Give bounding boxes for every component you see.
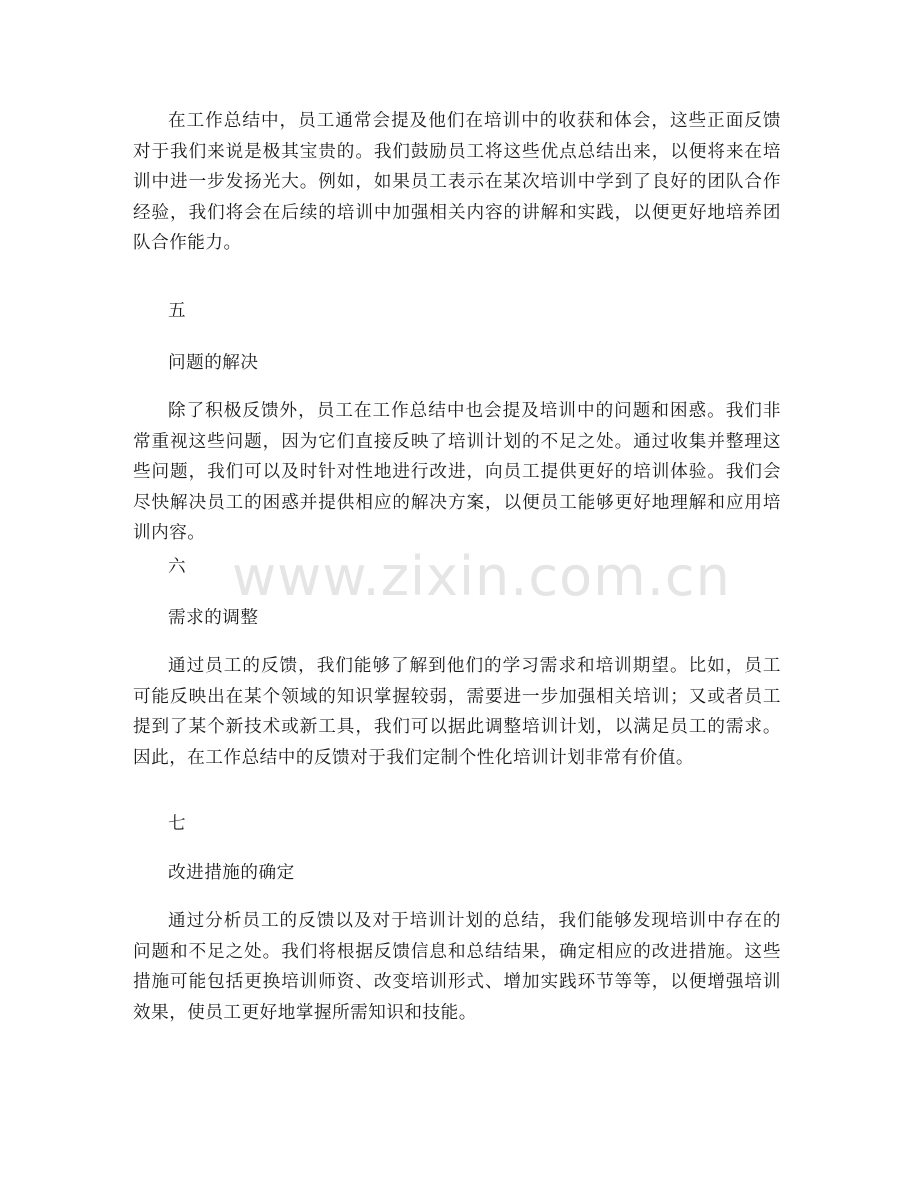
paragraph-problem-solving: 除了积极反馈外，员工在工作总结中也会提及培训中的问题和困惑。我们非常重视这些问题，因为它们直接反映了培训计划的不足之处。通过收集并整理这些问题，我们可以及时针对性地进行改进，向员工提供更好的培训体验。我们会尽快解决员工的困惑并提供相应的解决方案，以便员工能够更好地理解和应用培训内容。 bbox=[133, 401, 781, 543]
section-title-problem-solving: 问题的解决 bbox=[168, 353, 259, 373]
section-title-needs-adjustment: 需求的调整 bbox=[168, 608, 259, 628]
paragraph-positive-feedback: 在工作总结中，员工通常会提及他们在培训中的收获和体会，这些正面反馈对于我们来说是极其宝贵的。我们鼓励员工将这些优点总结出来，以便将来在培训中进一步发扬光大。例如，如果员工表示在某次培训中学到了良好的团队合作经验，我们将会在后续的培训中加强相关内容的讲解和实践，以便更好地培养团队合作能力。 bbox=[133, 111, 781, 253]
paragraph-needs-adjustment: 通过员工的反馈，我们能够了解到他们的学习需求和培训期望。比如，员工可能反映出在某个领域的知识掌握较弱，需要进一步加强相关培训；又或者员工提到了某个新技术或新工具，我们可以据此调整培训计划，以满足员工的需求。因此，在工作总结中的反馈对于我们定制个性化培训计划非常有价值。 bbox=[133, 656, 781, 768]
section-number-seven: 七 bbox=[168, 814, 187, 834]
section-title-improvement-measures: 改进措施的确定 bbox=[168, 863, 295, 883]
section-number-six: 六 bbox=[168, 557, 187, 577]
paragraph-improvement-measures: 通过分析员工的反馈以及对于培训计划的总结，我们能够发现培训中存在的问题和不足之处。我们将根据反馈信息和总结结果，确定相应的改进措施。这些措施可能包括更换培训师资、改变培训形式、增加实践环节等等，以便增强培训效果，使员工更好地掌握所需知识和技能。 bbox=[133, 911, 781, 1023]
section-number-five: 五 bbox=[168, 301, 187, 321]
watermark-text: www.zixin.com.cn bbox=[232, 545, 731, 608]
